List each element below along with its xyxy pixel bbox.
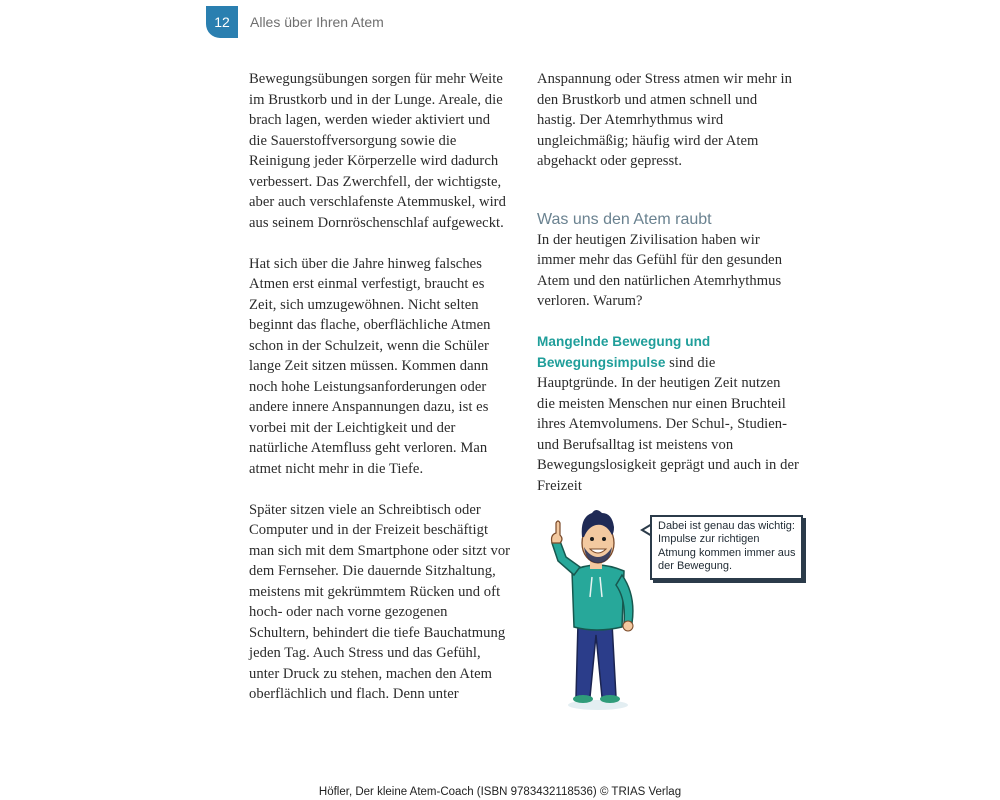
body-paragraph: Später sitzen viele an Schreibtisch oder Computer und in der Freizeit beschäftigt man sich mit dem Smartphone oder sitzt vor dem Fernseher. Die dauernde Sitzhaltung, meistens mit gekrümmtem Rücken und oft hoch- oder nach vorne gezogenen Schultern, behindert die tiefe Bauchatmung jeden Tag. Auch Stress und das Gefühl, unter Druck zu stehen, machen den Atem oberflächlich und flach. Denn unter [249,501,511,702]
page-number-badge: 12 [206,6,238,38]
highlighted-phrase: Mangelnde Bewegung und Bewegungsimpulse [537,334,711,370]
body-paragraph: Bewegungsübungen sorgen für mehr Weite im Brustkorb und in der Lunge. Areale, die brach lagen, werden wieder aktiviert und die Sauerstoffversorgung sowie die Reinigung jeder Körperzelle wird dadurch verbessert. Das Zwerchfell, der wichtigste, aber auch verschlafenste Atemmuskel, wird aus seinem Dornröschenschlaf aufgeweckt. [249,71,506,231]
section-heading: Was uns den Atem raubt [537,210,712,228]
body-paragraph: Hat sich über die Jahre hinweg falsches Atmen erst einmal verfestigt, braucht es Zeit, sich umzugewöhnen. Nicht selten beginnt das flache, oberflächliche Atmen schon in der Schulzeit, wenn die Schüler lange Zeit sitzen müssen. Kommen dann noch hohe Leistungsanforderungen oder andere innere Anspannungen dazu, ist es vorbei mit der Leichtigkeit und der natürliche Atemfluss geht verloren. Man atmet nicht mehr in die Tiefe. [249,255,491,477]
right-column [537,69,799,496]
paragraph-continuation: sind die Hauptgründe. In der heutigen Zeit nutzen die meisten Menschen nur einen Bruchteil ihres Atemvolumens. Der Schul-, Studien- und Berufsalltag ist meistens von Bewegungslosigkeit geprägt und auch in der Freizeit [537,354,799,494]
body-paragraph [537,332,799,496]
coach-character-illustration [540,505,650,715]
footer-citation: Höfler, Der kleine Atem-Coach (ISBN 9783432118536) © TRIAS Verlag [318,786,682,798]
left-column [249,69,511,705]
running-title: Alles über Ihren Atem [250,14,384,30]
speech-bubble: Dabei ist genau das wichtig: Impulse zur richtigen Atmung kommen immer aus der Bewegung. [650,515,803,580]
body-paragraph: In der heutigen Zivilisation haben wir immer mehr das Gefühl für den gesunden Atem und den natürlichen Atemrhythmus verloren. Warum? [537,231,783,309]
body-paragraph: Anspannung oder Stress atmen wir mehr in den Brustkorb und atmen schnell und hastig. Der Atemrhythmus wird ungleichmäßig; häufig wird der Atem abgehackt oder gepresst. [537,71,792,169]
